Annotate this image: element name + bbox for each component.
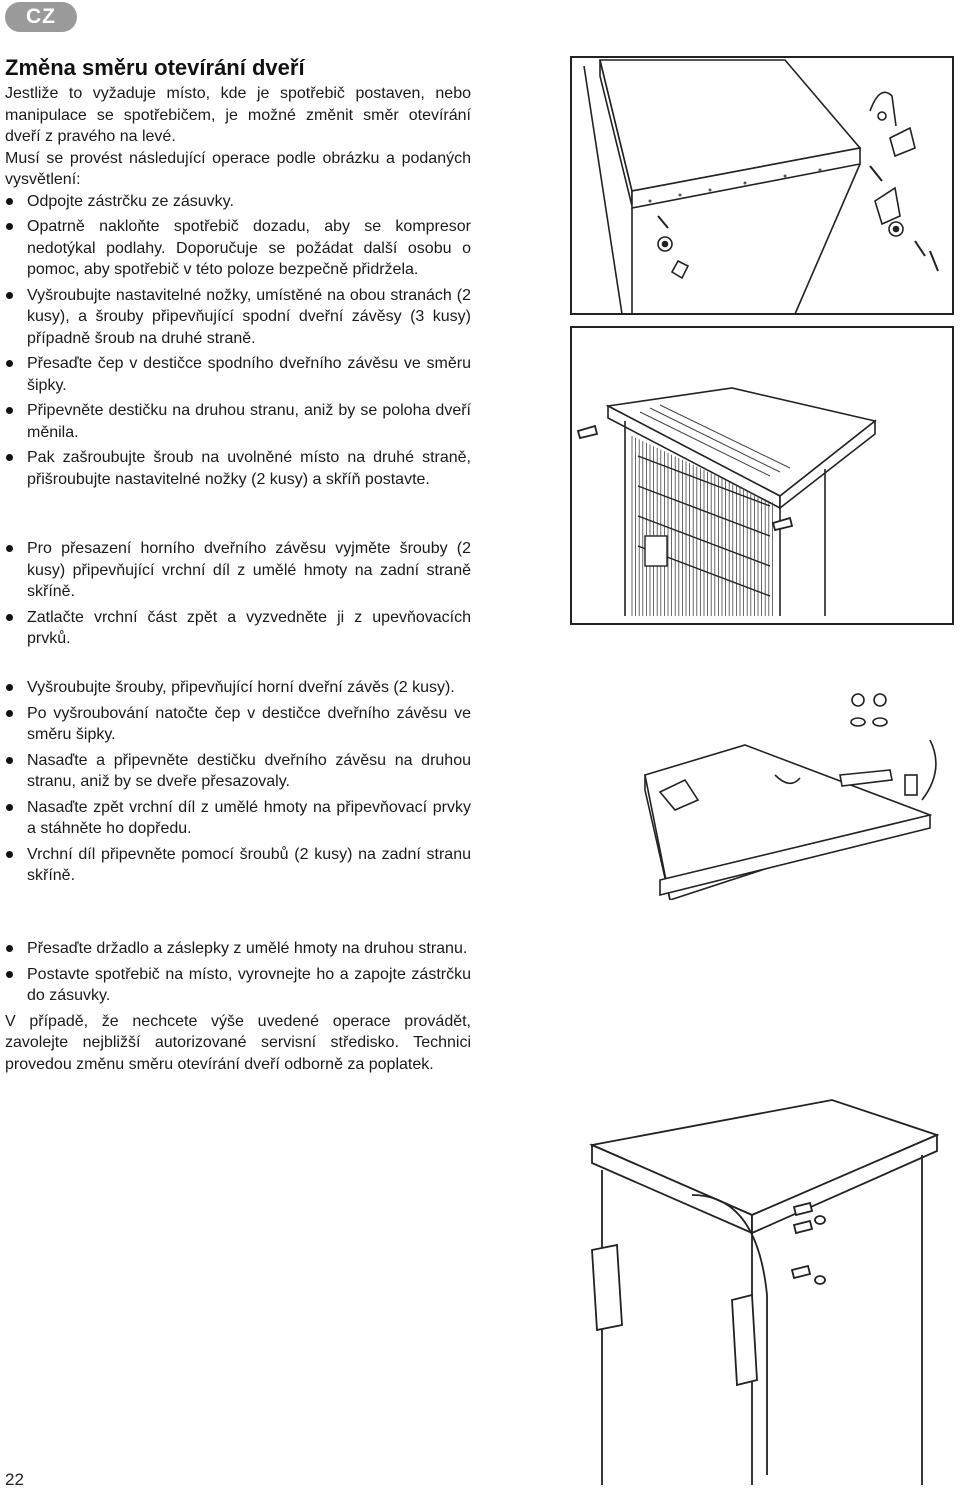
list-item [5,191,471,213]
intro-paragraph: Musí se provést následující operace podle obrázku a podaných vysvětlení: [5,149,471,188]
list-item-text: Pak zašroubujte šroub na uvolněné místo na druhé straně, přišroubujte nastavitelné nožky (2 kusy) a skříň postavte. [27,449,471,488]
bullet-icon [6,710,13,717]
list-item [5,938,471,960]
illustration-top-hinge [600,680,940,900]
text-block-bottom-hinge [5,83,471,490]
list-item [5,216,471,281]
bullet-icon [6,292,13,299]
list-item [5,750,471,793]
list-item [5,285,471,350]
list-item [5,677,471,699]
list-item-text: Zatlačte vrchní část zpět a vyzvedněte ji z upevňovacích prvků. [27,608,471,647]
list-item-text: Odpojte zástrčku ze zásuvky. [27,192,234,210]
list-item [5,797,471,840]
list-item [5,844,471,887]
instruction-list [5,191,471,491]
bullet-icon [6,360,13,367]
list-item-text: Nasaďte a připevněte destičku dveřního závěsu na druhou stranu, aniž by se dveře přesazovaly. [27,751,471,790]
text-block-handle [5,938,471,1075]
bullet-icon [6,454,13,461]
list-item-text: Přesaďte čep v destičce spodního dveřního závěsu ve směru šipky. [27,355,471,394]
illustration-bottom-hinge [570,56,955,316]
figure-handle [582,1095,942,1485]
bullet-icon [6,223,13,230]
page-number: 22 [5,1470,24,1489]
list-item [5,447,471,490]
list-item-text: Pro přesazení horního dveřního závěsu vyjměte šrouby (2 kusy) připevňující vrchní díl z umělé hmoty na zadní straně skříně. [27,540,471,600]
list-item-text: Nasaďte zpět vrchní díl z umělé hmoty na připevňovací prvky a stáhněte ho dopředu. [27,798,471,837]
list-item-text: Vyšroubujte šrouby, připevňující horní dveřní závěs (2 kusy). [27,679,455,696]
figure-top-hinge [600,680,940,900]
section-title: Změna směru otevírání dveří [5,55,305,80]
list-item [5,703,471,746]
text-block-top-hinge [5,677,471,887]
bullet-icon [6,198,13,205]
list-item-text: Vyšroubujte nastavitelné nožky, umístěné na obou stranách (2 kusy), a šrouby připevňující spodní dveřní závěsy (3 kusy) případně šroub na druhé straně. [27,286,471,347]
text-block-top-cover [5,538,471,650]
instruction-list [5,938,471,1007]
illustration-top-cover [570,326,955,626]
bullet-icon [6,851,13,858]
list-item [5,353,471,396]
bullet-icon [6,614,13,621]
list-item-text: Připevněte destičku na druhou stranu, aniž by se poloha dveří měnila. [27,402,471,441]
intro-paragraph: Jestliže to vyžaduje místo, kde je spotřebič postaven, nebo manipulace se spotřebičem, je možné změnit směr otevírání dveří z pravého na levé. [5,85,471,145]
list-item-text: Přesaďte držadlo a záslepky z umělé hmoty na druhou stranu. [27,940,468,957]
illustration-handle [582,1095,942,1485]
bullet-icon [6,407,13,414]
list-item-text: Postavte spotřebič na místo, vyrovnejte ho a zapojte zástrčku do zásuvky. [27,965,471,1004]
list-item [5,400,471,443]
figure-bottom-hinge [570,56,955,316]
bullet-icon [6,971,13,978]
bullet-icon [6,804,13,811]
list-item-text: Po vyšroubování natočte čep v destičce dveřního závěsu ve směru šipky. [27,704,471,743]
bullet-icon [6,684,13,691]
bullet-icon [6,945,13,952]
list-item-text: Vrchní díl připevněte pomocí šroubů (2 kusy) na zadní stranu skříně. [27,845,471,884]
list-item [5,607,471,650]
list-item [5,964,471,1007]
instruction-list [5,538,471,650]
list-item [5,538,471,603]
bullet-icon [6,757,13,764]
instruction-list [5,677,471,887]
list-item-text: Opatrně nakloňte spotřebič dozadu, aby se kompresor nedotýkal podlahy. Doporučuje se požádat další osobu o pomoc, aby spotřebič v této poloze bezpečně přidržela. [27,218,471,278]
bullet-icon [6,545,13,552]
figure-top-cover [570,326,955,626]
language-badge: CZ [5,2,77,32]
closing-paragraph: V případě, že nechcete výše uvedené operace provádět, zavolejte nejbližší autorizované servisní středisko. Technici provedou změnu směru otevírání dveří odborně za poplatek. [5,1012,471,1073]
